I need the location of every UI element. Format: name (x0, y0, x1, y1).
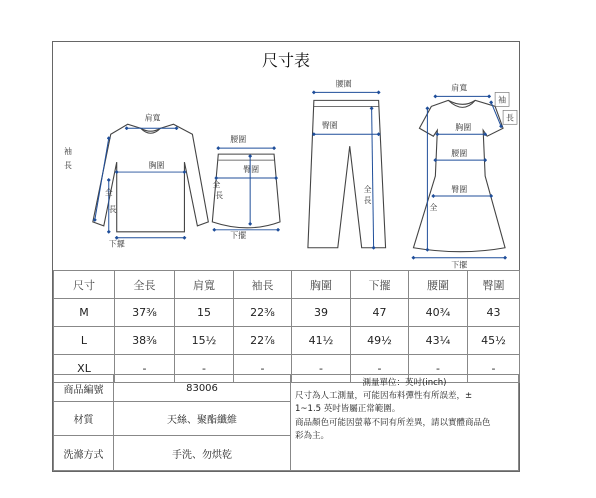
value-cell: - (115, 355, 175, 383)
value-cell: 37⅜ (115, 299, 175, 327)
material-label: 材質 (53, 401, 114, 436)
value-cell: - (175, 355, 234, 383)
skirt-diagram (212, 134, 280, 240)
dress-hem-label: 下擺 (451, 260, 468, 270)
header-cell: 胸圍 (292, 271, 351, 299)
value-cell: 43¼ (409, 327, 468, 355)
value-cell: 22⅜ (234, 299, 292, 327)
garment-diagrams (53, 72, 519, 301)
note-line: 商品顏色可能因螢幕不同有所差異，請以實體商品色 (295, 417, 491, 428)
value-cell: 41½ (292, 327, 351, 355)
product-info (53, 374, 519, 471)
shirt-length-label-2: 長 (108, 204, 117, 214)
value-cell: 22⅞ (234, 327, 292, 355)
value-cell: 15 (175, 299, 234, 327)
dress-length-label: 全 (429, 202, 438, 212)
size-cell: XL (54, 355, 115, 383)
pants-length-label-1: 全 (363, 184, 372, 194)
value-cell: - (351, 355, 409, 383)
shirt-diagram (64, 112, 208, 248)
shirt-chest-label: 胸圍 (148, 161, 165, 171)
value-cell: 15½ (175, 327, 234, 355)
dress-waist-label: 腰圍 (451, 149, 468, 159)
pants-hip-label: 臀圍 (321, 121, 338, 131)
table-row (54, 327, 520, 355)
dress-sleeve-label-2: 長 (506, 113, 515, 123)
value-cell: - (468, 355, 520, 383)
dress-sleeve-label-1: 袖 (498, 95, 507, 105)
wash-label: 洗滌方式 (53, 435, 114, 471)
header-cell: 臀圍 (468, 271, 520, 299)
header-cell: 袖長 (234, 271, 292, 299)
value-cell: 40¾ (409, 299, 468, 327)
table-row (54, 299, 520, 327)
material-value: 天絲、聚酯纖維 (113, 401, 291, 436)
value-cell: 43 (468, 299, 520, 327)
value-cell: - (234, 355, 292, 383)
header-cell: 尺寸 (54, 271, 115, 299)
skirt-hem-label: 下擺 (230, 230, 247, 240)
skirt-waist-label: 腰圍 (230, 135, 247, 145)
value-cell: 47 (351, 299, 409, 327)
size-cell: M (54, 299, 115, 327)
wash-value: 手洗、勿烘乾 (113, 435, 291, 471)
pants-waist-label: 腰圍 (335, 79, 352, 89)
pants-diagram (308, 78, 386, 247)
measurement-notes (290, 374, 519, 471)
value-cell: 39 (292, 299, 351, 327)
chart-title: 尺寸表 (261, 51, 310, 70)
shirt-sleeve-label-1: 袖 (63, 147, 72, 157)
note-line: 1~1.5 英吋皆屬正常範圍。 (295, 404, 401, 415)
header-cell: 肩寬 (175, 271, 234, 299)
value-cell: - (292, 355, 351, 383)
header-cell: 下擺 (351, 271, 409, 299)
unit-note: 測量單位：英吋(inch) (362, 378, 447, 388)
value-cell: 38⅜ (115, 327, 175, 355)
product-no-value: 83006 (113, 374, 291, 402)
size-chart-sheet (52, 41, 520, 472)
size-cell: L (54, 327, 115, 355)
size-table (53, 270, 520, 383)
header-cell: 腰圍 (409, 271, 468, 299)
note-line: 尺寸為人工測量，可能因布料彈性有所誤差，± (295, 391, 473, 402)
value-cell: - (409, 355, 468, 383)
shirt-sleeve-label-2: 長 (63, 161, 72, 171)
shirt-length-label-1: 全 (104, 187, 113, 197)
value-cell: 49½ (351, 327, 409, 355)
product-no-label: 商品編號 (53, 374, 114, 402)
skirt-hip-label: 臀圍 (243, 165, 260, 175)
dress-hip-label: 臀圍 (451, 184, 468, 194)
dress-diagram (413, 82, 517, 269)
dress-chest-label: 胸圍 (455, 123, 472, 133)
skirt-length-label-2: 長 (215, 190, 224, 200)
dress-shoulder-label: 肩寬 (451, 83, 468, 93)
shirt-shoulder-label: 肩寬 (144, 113, 161, 123)
shirt-hem-label: 下擺 (108, 239, 125, 249)
size-table-header (54, 271, 520, 299)
value-cell: 45½ (468, 327, 520, 355)
pants-length-label-2: 長 (363, 195, 372, 205)
note-line: 彩為主。 (295, 430, 330, 441)
skirt-length-label-1: 全 (212, 179, 221, 189)
header-cell: 全長 (115, 271, 175, 299)
